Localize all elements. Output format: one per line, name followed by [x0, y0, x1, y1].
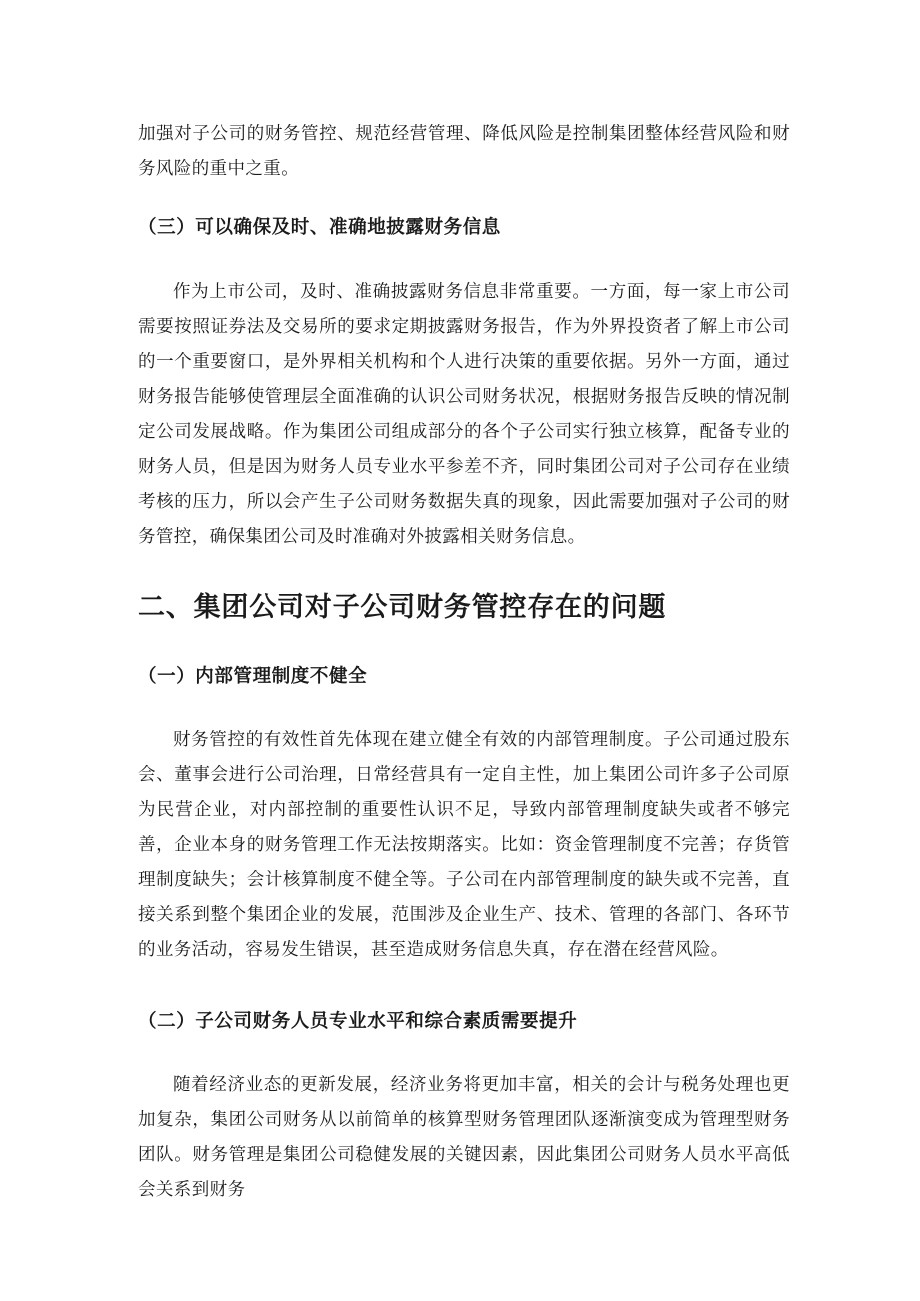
paragraph-disclosure: 作为上市公司，及时、准确披露财务信息非常重要。一方面，每一家上市公司需要按照证券法及交易所的要求定期披露财务报告，作为外界投资者了解上市公司的一个重要窗口，是外界相关机构和个人进行决策的重要依据。另外一方面，通过财务报告能够使管理层全面准确的认识公司财务状况，根据财务报告反映的情况制定公司发展战略。作为集团公司组成部分的各个子公司实行独立核算，配备专业的财务人员，但是因为财务人员专业水平参差不齐，同时集团公司对子公司存在业绩考核的压力，所以会产生子公司财务数据失真的现象，因此需要加强对子公司的财务管控，确保集团公司及时准确对外披露相关财务信息。	[138, 282, 790, 547]
intro-paragraph: 加强对子公司的财务管控、规范经营管理、降低风险是控制集团整体经营风险和财务风险的重中之重。	[138, 124, 790, 179]
sub-heading-staff-quality: （二）子公司财务人员专业水平和综合素质需要提升	[138, 1011, 578, 1032]
paragraph-internal-system: 财务管控的有效性首先体现在建立健全有效的内部管理制度。子公司通过股东会、董事会进行公司治理，日常经营具有一定自主性，加上集团公司许多子公司原为民营企业，对内部控制的重要性认识不足，导致内部管理制度缺失或者不够完善，企业本身的财务管理工作无法按期落实。比如：资金管理制度不完善；存货管理制度缺失；会计核算制度不健全等。子公司在内部管理制度的缺失或不完善，直接关系到整个集团企业的发展，范围涉及企业生产、技术、管理的各部门、各环节的业务活动，容易发生错误，甚至造成财务信息失真，存在潜在经营风险。	[138, 730, 790, 960]
section-heading-problems: 二、集团公司对子公司财务管控存在的问题	[138, 592, 667, 623]
paragraph-staff-quality: 随着经济业态的更新发展，经济业务将更加丰富，相关的会计与税务处理也更加复杂，集团公司财务从以前简单的核算型财务管理团队逐渐演变成为管理型财务团队。财务管理是集团公司稳健发展的关键因素，因此集团公司财务人员水平高低会关系到财务	[138, 1075, 790, 1200]
sub-heading-internal-system: （一）内部管理制度不健全	[138, 666, 368, 687]
sub-heading-disclosure: （三）可以确保及时、准确地披露财务信息	[138, 217, 501, 238]
